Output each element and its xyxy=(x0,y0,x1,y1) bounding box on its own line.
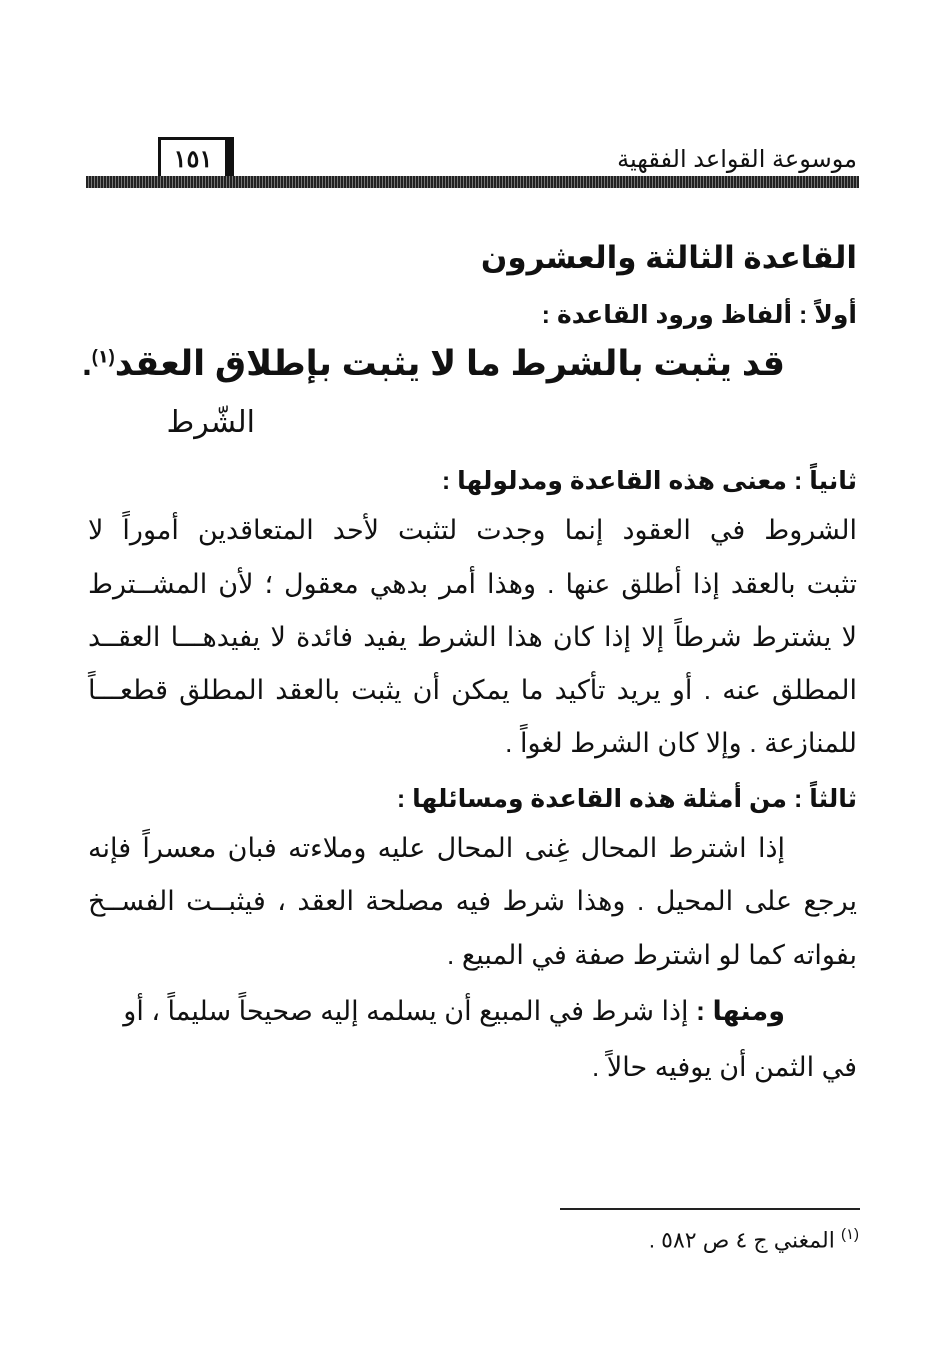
footnote xyxy=(649,1225,859,1253)
rule-statement-end: . xyxy=(82,344,92,383)
section3-line: يرجع على المحيل . وهذا شرط فيه مصلحة العقد ، فيثبــت الفســخ xyxy=(88,886,857,916)
running-header-title: موسوعة القواعد الفقهية xyxy=(617,146,857,173)
section2-line: الشروط في العقود إنما وجدت لتثبت لأحد المتعاقدين أموراً لا xyxy=(88,515,857,545)
page-number-box xyxy=(158,137,234,180)
page-number: ١٥١ xyxy=(173,147,213,173)
rule-heading: القاعدة الثالثة والعشرون xyxy=(480,240,857,275)
section2-title: ثانياً : معنى هذه القاعدة ومدلولها : xyxy=(441,467,857,495)
section3-line: في الثمن أن يوفيه حالاً . xyxy=(591,1052,857,1082)
footnote-rule xyxy=(560,1208,860,1210)
footnote-ref: (١) xyxy=(91,346,115,367)
section3-title: ثالثاً : من أمثلة هذه القاعدة ومسائلها : xyxy=(396,785,857,813)
rule-statement xyxy=(82,344,785,384)
footnote-marker: (١) xyxy=(840,1226,859,1243)
source-word: الشّرط xyxy=(166,406,255,439)
section3-line: بفواته كما لو اشترط صفة في المبيع . xyxy=(446,940,857,970)
footnote-text: المغني ج ٤ ص ٥٨٢ . xyxy=(648,1227,841,1253)
section2-line: تثبت بالعقد إذا أطلق عنها . وهذا أمر بدهي معقول ؛ لأن المشــترط xyxy=(88,569,857,599)
section2-line: للمنازعة . وإلا كان الشرط لغواً . xyxy=(504,728,857,758)
section3-line: إذا اشترط المحال غِنى المحال عليه وملاءته فبان معسراً فإنه xyxy=(88,833,785,863)
section3-example xyxy=(123,996,785,1027)
rule-statement-text: قد يثبت بالشرط ما لا يثبت بإطلاق العقد xyxy=(114,344,785,383)
section1-title: أولاً : ألفاظ ورود القاعدة : xyxy=(541,301,857,329)
header-rule xyxy=(86,176,859,188)
section2-line: لا يشترط شرطاً إلا إذا كان هذا الشرط يفيد فائدة لا يفيدهـــا العقــد xyxy=(88,622,857,652)
section2-line: المطلق عنه . أو يريد تأكيد ما يمكن أن يثبت بالعقد المطلق قطعـــاً xyxy=(88,675,857,705)
example-text: إذا شرط في المبيع أن يسلمه إليه صحيحاً سليماً ، أو xyxy=(123,996,697,1026)
example-lead: ومنها : xyxy=(696,996,785,1026)
